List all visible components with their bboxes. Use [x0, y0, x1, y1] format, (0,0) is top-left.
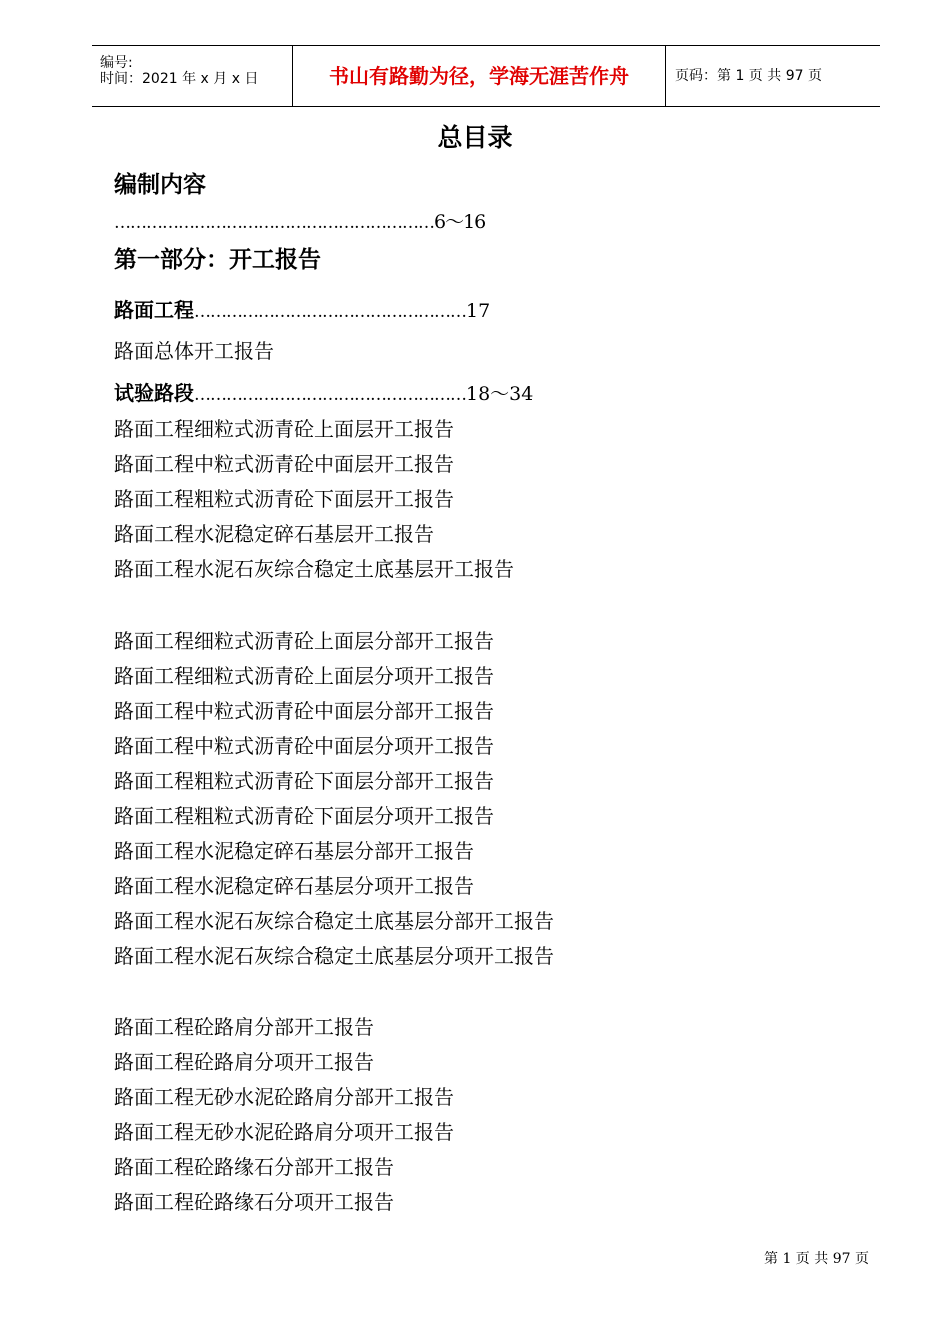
toc-item: 路面工程水泥稳定碎石基层开工报告: [114, 522, 434, 546]
toc-item: 路面工程无砂水泥砼路肩分部开工报告: [114, 1085, 454, 1109]
toc-item: 路面工程中粒式沥青砼中面层开工报告: [114, 452, 454, 476]
toc-entry-road: [114, 294, 490, 323]
toc-entry-trial: [114, 377, 533, 406]
page-range: 18～34: [466, 383, 534, 405]
dot-leader: ……………………………………………………: [114, 213, 434, 233]
header-meta: [100, 46, 300, 106]
header-motto: 书山有路勤为径，学海无涯苦作舟: [329, 64, 629, 88]
toc-heading-part1: 第一部分：开工报告: [114, 247, 321, 273]
toc-item: 路面工程水泥石灰综合稳定土底基层开工报告: [114, 557, 514, 581]
toc-item: 路面工程细粒式沥青砼上面层分部开工报告: [114, 629, 494, 653]
toc-entry-compile-leader: [114, 207, 485, 234]
toc-item: 路面工程细粒式沥青砼上面层开工报告: [114, 417, 454, 441]
page-range: 17: [466, 300, 491, 322]
toc-item: 路面工程水泥石灰综合稳定土底基层分部开工报告: [114, 909, 554, 933]
toc-item: 路面工程砼路肩分项开工报告: [114, 1050, 374, 1074]
toc-item: 路面工程中粒式沥青砼中面层分部开工报告: [114, 699, 494, 723]
toc-entry-label: 试验路段: [114, 381, 194, 405]
document-time: 时间：2021 年 x 月 x 日: [100, 71, 259, 87]
toc-item: 路面工程中粒式沥青砼中面层分项开工报告: [114, 734, 494, 758]
dot-leader: ……………………………………………: [194, 385, 466, 405]
toc-item: 路面总体开工报告: [114, 339, 274, 363]
page-header: [92, 45, 880, 107]
toc-item: 路面工程水泥石灰综合稳定土底基层分项开工报告: [114, 944, 554, 968]
toc-item: 路面工程砼路缘石分项开工报告: [114, 1190, 394, 1214]
toc-item: 路面工程砼路肩分部开工报告: [114, 1015, 374, 1039]
dot-leader: ……………………………………………: [194, 302, 466, 322]
header-divider: [665, 46, 666, 106]
toc-entry-label: 路面工程: [114, 298, 194, 322]
page-range: 6～16: [434, 211, 486, 233]
toc-item: 路面工程粗粒式沥青砼下面层开工报告: [114, 487, 454, 511]
toc-item: 路面工程无砂水泥砼路肩分项开工报告: [114, 1120, 454, 1144]
page-title: 总目录: [437, 123, 513, 152]
toc-item: 路面工程细粒式沥青砼上面层分项开工报告: [114, 664, 494, 688]
toc-item: 路面工程水泥稳定碎石基层分项开工报告: [114, 874, 474, 898]
toc-item: 路面工程水泥稳定碎石基层分部开工报告: [114, 839, 474, 863]
toc-item: 路面工程粗粒式沥青砼下面层分项开工报告: [114, 804, 494, 828]
page-footer: 第 1 页 共 97 页: [764, 1251, 869, 1267]
header-page-info: 页码：第 1 页 共 97 页: [675, 68, 822, 84]
document-number-label: 编号:: [100, 55, 133, 71]
toc-item: 路面工程砼路缘石分部开工报告: [114, 1155, 394, 1179]
toc-item: 路面工程粗粒式沥青砼下面层分部开工报告: [114, 769, 494, 793]
toc-heading-compile: 编制内容: [114, 172, 206, 198]
